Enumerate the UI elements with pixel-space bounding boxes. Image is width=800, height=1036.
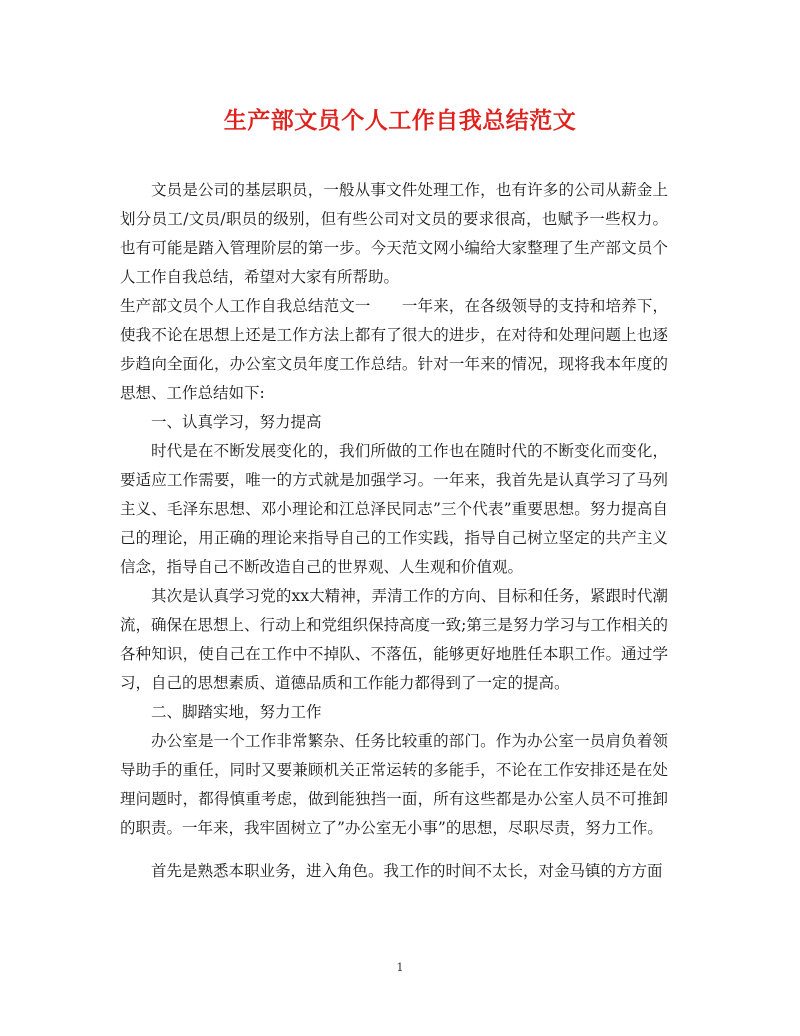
paragraph-work-2: 首先是熟悉本职业务，进入角色。我工作的时间不太长，对金马镇的方方面 xyxy=(151,862,663,880)
paragraph-section-one-opening: 生产部文员个人工作自我总结范文一 一年来，在各级领导的支持和培养下，使我不论在思想上还是工作方法上都有了很大的进步，在对待和处理问题上也逐步趋向全面化，办公室文员年度工作总结。针对一年来的情况，现将我本年度的思想、工作总结如下: xyxy=(120,297,668,402)
heading-work: 二、脚踏实地，努力工作 xyxy=(151,703,322,721)
document-body xyxy=(120,176,668,886)
paragraph-study-2: 其次是认真学习党的xx大精神，弄清工作的方向、目标和任务，紧跟时代潮流，确保在思想上、行动上和党组织保持高度一致;第三是努力学习与工作相关的各种知识，使自己在工作中不掉队、不落伍，能够更好地胜任本职工作。通过学习，自己的思想素质、道德品质和工作能力都得到了一定的提高。 xyxy=(120,587,668,692)
paragraph-intro: 文员是公司的基层职员，一般从事文件处理工作，也有许多的公司从薪金上划分员工/文员/职员的级别，但有些公司对文员的要求很高，也赋予一些权力。也有可能是踏入管理阶层的第一步。今天范文网小编给大家整理了生产部文员个人工作自我总结，希望对大家有所帮助。 xyxy=(120,181,668,286)
heading-study: 一、认真学习，努力提高 xyxy=(151,413,322,431)
paragraph-study-1: 时代是在不断发展变化的，我们所做的工作也在随时代的不断变化而变化，要适应工作需要，唯一的方式就是加强学习。一年来，我首先是认真学习了马列主义、毛泽东思想、邓小理论和江总泽民同志”三个代表”重要思想。努力提高自己的理论，用正确的理论来指导自己的工作实践，指导自己树立坚定的共产主义信念，指导自己不断改造自己的世界观、人生观和价值观。 xyxy=(120,442,668,576)
paragraph-work-1: 办公室是一个工作非常繁杂、任务比较重的部门。作为办公室一员肩负着领导助手的重任，同时又要兼顾机关正常运转的多能手，不论在工作安排还是在处理问题时，都得慎重考虑，做到能独挡一面，所有这些都是办公室人员不可推卸的职责。一年来，我牢固树立了”办公室无小事”的思想，尽职尽责，努力工作。 xyxy=(120,732,668,837)
page-number: 1 xyxy=(396,961,404,974)
document-title: 生产部文员个人工作自我总结范文 xyxy=(223,107,577,134)
